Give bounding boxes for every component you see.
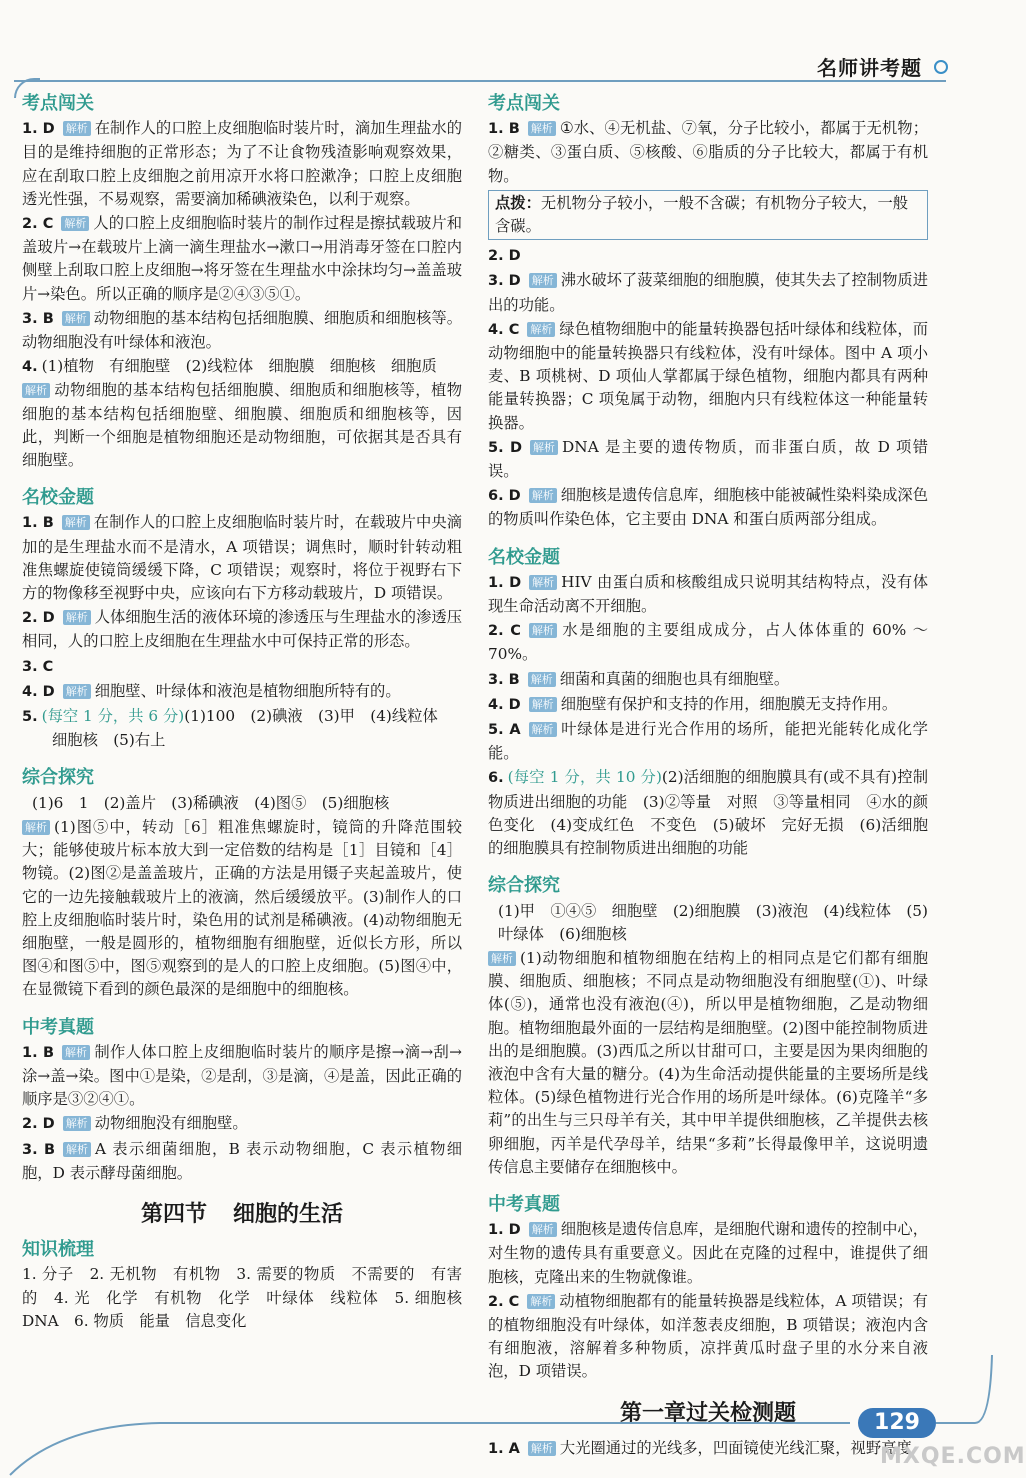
section-title: 名校金题 — [22, 487, 94, 509]
analysis-tag: 解析 — [529, 722, 557, 737]
section-title: 考点闯关 — [22, 93, 94, 114]
answer-text: (1)动物细胞和植物细胞在结构上的相同点是它们都有细胞膜、细胞质、细胞核；不同点是动物细胞没有细胞壁(①)、叶绿体(⑤)，通常也没有液泡(④)，所以甲是植物细胞，乙是动物细胞。植物细胞最外面的一层结构是细胞壁。(2)图中能控制物质进出的是细胞膜。(3)西瓜之所以甘甜可口，主要是因为果肉细胞的液泡中含有大量的糖分。(4)为生命活动提供能量的主要场所是线粒体。(5)绿色植物进行光合作用的场所是叶绿体。(6)克隆羊“多莉”的出生与三只母羊有关，其中甲羊提供细胞核，乙羊提供去核卵细胞，丙羊是代孕母羊，结果“多莉”长得最像甲羊，这说明遗传信息主要储存在细胞核中。 — [488, 948, 928, 1176]
answer-text: A 表示细菌细胞，B 表示动物细胞，C 表示植物细胞，D 表示酵母菌细胞。 — [22, 1139, 462, 1182]
answer-text: 细胞核是遗传信息库，是细胞代谢和遗传的控制中心，对生物的遗传具有重要意义。因此在克隆的过程中，谁提供了细胞核，克隆出来的生物就像谁。 — [488, 1220, 928, 1286]
answer-text: 动物细胞的基本结构包括细胞膜、细胞质和细胞核等，植物细胞的基本结构包括细胞壁、细胞膜、细胞质和细胞核等，因此，判断一个细胞是植物细胞还是动物细胞，可依据其是否具有细胞壁。 — [22, 381, 462, 470]
analysis-tag: 解析 — [527, 322, 555, 337]
answer-item — [488, 693, 928, 717]
answer-number: 4. D — [488, 696, 521, 713]
answer-item — [488, 766, 928, 860]
answer-number: 2. C — [488, 623, 521, 640]
answer-text: 叶绿体是进行光合作用的场所，能把光能转化成化学能。 — [488, 720, 928, 763]
page-header-title: 名师讲考题 — [817, 56, 922, 80]
answer-item — [488, 244, 928, 268]
answer-item — [22, 680, 462, 704]
answer-text: 1. 分子 2. 无机物 有机物 3. 需要的物质 不需要的 有害的 4. 光 化学 有机物 化学 叶绿体 线粒体 5. 细胞核 DNA 6. 物质 能量 信息变化 — [22, 1265, 478, 1330]
left-column — [22, 90, 478, 1334]
answer-item — [488, 1218, 928, 1289]
answer-item — [488, 718, 928, 765]
analysis-tag: 解析 — [530, 440, 558, 455]
analysis-tag: 解析 — [528, 672, 556, 687]
answer-number: 3. D — [488, 273, 521, 290]
analysis-tag: 解析 — [529, 273, 557, 288]
analysis-tag: 解析 — [63, 1116, 91, 1131]
answer-text: 大光圈通过的光线多，凹面镜使光线汇聚，视野亮度 — [559, 1438, 912, 1457]
analysis-tag: 解析 — [61, 216, 89, 231]
answer-item — [488, 668, 928, 692]
answer-text: 在制作人的口腔上皮细胞临时装片时，在载玻片中央滴加的是生理盐水而不是清水，A 项错误；调焦时，顺时针转动粗准焦螺旋使镜筒缓缓下降，C 项错误；观察时，将位于视野右下方的物像移至视野中央，应该向右下方移动载玻片，D 项错误。 — [22, 513, 462, 603]
analysis-tag: 解析 — [22, 820, 50, 835]
answer-item — [488, 436, 928, 483]
analysis-tag: 解析 — [528, 1441, 556, 1456]
answer-text: HIV 由蛋白质和核酸组成只说明其结构特点，没有体现生命活动离不开细胞。 — [488, 572, 928, 616]
answer-text: 动植物细胞都有的能量转换器是线粒体，A 项错误；有的植物细胞没有叶绿体，如洋葱表皮细胞，B 项错误；液泡内含有细胞液，溶解着多种物质，凉拌黄瓜时盘子里的水分来自液泡，D 项错误。 — [488, 1291, 928, 1381]
answer-item — [488, 269, 928, 316]
answer-text: 动物细胞的基本结构包括细胞膜、细胞质和细胞核等。动物细胞没有叶绿体和液泡。 — [22, 308, 462, 352]
answer-item — [488, 619, 928, 666]
answer-key-continued: 细胞核 (5)右上 — [52, 731, 166, 750]
answer-text: 水是细胞的主要组成成分，占人体体重的 60% ～ 70%。 — [488, 621, 928, 664]
answer-text: 细胞壁有保护和支持的作用，细胞膜无支持作用。 — [560, 694, 898, 713]
answer-number: 3. B — [22, 310, 54, 327]
analysis-tag: 解析 — [527, 1294, 555, 1309]
analysis-tag: 解析 — [529, 575, 557, 590]
section-title: 中考真题 — [488, 1193, 560, 1215]
answer-item — [22, 816, 462, 1002]
answer-item — [22, 307, 462, 354]
tip-box — [488, 190, 928, 240]
section-heading-number: 第四节 — [140, 1201, 207, 1227]
score-note: (每空 1 分，共 10 分) — [507, 768, 662, 787]
answer-item — [22, 1041, 462, 1112]
answer-number: 5. D — [488, 439, 523, 456]
answer-item — [488, 947, 928, 1179]
answer-text: 细胞壁、叶绿体和液泡是植物细胞所特有的。 — [94, 681, 401, 700]
analysis-tag: 解析 — [22, 383, 50, 398]
analysis-tag: 解析 — [529, 697, 557, 712]
answer-text: (1)图⑤中，转动［6］粗准焦螺旋时，镜筒的升降范围较大；能够使玻片标本放大到一定倍数的结构是［1］目镜和［4］物镜。(2)图②是盖盖玻片，正确的方法是用镊子夹起盖玻片，使它的一边先接触载玻片上的液滴，然后缓缓放平。(3)制作人的口腔上皮细胞临时装片时，染色用的试剂是稀碘液。(4)动物细胞无细胞壁，一般是圆形的，植物细胞有细胞壁，近似长方形，所以图④和图⑤中，图⑤观察到的是人的口腔上皮细胞。(5)图④中，在显微镜下看到的颜色最深的是细胞中的细胞核。 — [22, 817, 462, 999]
analysis-tag: 解析 — [63, 1142, 91, 1157]
score-note: (每空 1 分，共 6 分) — [41, 707, 185, 726]
header-rule — [14, 80, 946, 82]
answer-item — [22, 212, 462, 306]
answer-text: 人体细胞生活的液体环境的渗透压与生理盐水的渗透压相同，人的口腔上皮细胞在生理盐水中可保持正常的形态。 — [22, 608, 462, 651]
answer-number: 2. D — [22, 610, 55, 627]
answer-item — [488, 117, 928, 188]
section-heading-title: 细胞的生活 — [233, 1201, 344, 1227]
answer-text: 在制作人的口腔上皮细胞临时装片时，滴加生理盐水的目的是维持细胞的正常形态；为了不让食物残渣影响观察效果，应在刮取口腔上皮细胞之前用凉开水将口腔漱净；口腔上皮细胞透光性强，不易观察，需要滴加稀碘液染色，以利于观察。 — [22, 119, 462, 208]
answer-text: 人的口腔上皮细胞临时装片的制作过程是擦拭载玻片和盖玻片→在载玻片上滴一滴生理盐水→漱口→用消毒牙签在口腔内侧壁上刮取口腔上皮细胞→将牙签在生理盐水中涂抹均匀→盖盖玻片→染色。所以正确的顺序是②④③⑤①。 — [22, 214, 462, 303]
tip-text: 无机物分子较小，一般不含碳；有机物分子较大，一般含碳。 — [495, 193, 909, 236]
answer-key: (1)100 (2)碘液 (3)甲 (4)线粒体 — [184, 707, 438, 726]
answer-number: 1. D — [488, 574, 522, 591]
answer-text: 细菌和真菌的细胞也具有细胞壁。 — [559, 669, 790, 688]
analysis-tag: 解析 — [529, 623, 557, 638]
answer-number: 5. A — [488, 722, 521, 739]
analysis-tag: 解析 — [62, 1045, 90, 1060]
answer-number: 1. B — [488, 121, 520, 138]
answer-item — [22, 1138, 462, 1185]
answer-number: 4. — [22, 359, 38, 376]
answer-number: 1. A — [488, 1440, 520, 1457]
answer-number: 2. D — [488, 248, 521, 265]
section-title: 考点闯关 — [488, 93, 560, 114]
answer-item — [22, 355, 462, 472]
answer-number: 2. D — [22, 1116, 55, 1133]
answer-item — [22, 606, 462, 653]
answer-number: 4. C — [488, 321, 520, 338]
answer-number: 1. B — [22, 1044, 55, 1061]
answer-number: 2. C — [488, 1293, 520, 1310]
analysis-tag: 解析 — [62, 515, 90, 530]
answer-text: 绿色植物细胞中的能量转换器包括叶绿体和线粒体，而动物细胞中的能量转换器只有线粒体，没有叶绿体。图中 A 项小麦、B 项桃树、D 项仙人掌都属于绿色植物，细胞内都具有两种能量转换器；C 项兔属于动物，细胞内只有线粒体这一种能量转换器。 — [488, 319, 928, 432]
right-column — [488, 90, 928, 1462]
analysis-tag: 解析 — [63, 610, 91, 625]
answer-number: 1. B — [22, 515, 54, 532]
answer-key: (1)甲 ①④⑤ 细胞壁 (2)细胞膜 (3)液泡 (4)线粒体 (5)叶绿体 (6)细胞核 — [498, 901, 928, 943]
answer-number: 2. C — [22, 216, 54, 233]
answer-key: (1)植物 有细胞壁 (2)线粒体 细胞膜 细胞核 细胞质 — [41, 357, 437, 376]
answer-number: 3. C — [22, 658, 54, 675]
analysis-tag: 解析 — [62, 311, 90, 326]
section-heading — [22, 1203, 462, 1226]
answer-number: 3. B — [22, 1141, 56, 1158]
analysis-tag: 解析 — [63, 684, 91, 699]
header-circle-icon — [934, 60, 948, 74]
answer-number: 1. D — [22, 121, 55, 138]
answer-item — [488, 571, 928, 618]
answer-item — [488, 1290, 928, 1384]
answer-number: 4. D — [22, 683, 55, 700]
answer-number: 5. — [22, 709, 38, 726]
answer-number: 1. D — [488, 1222, 521, 1239]
answer-item — [22, 117, 462, 211]
answer-number: 3. B — [488, 671, 520, 688]
analysis-tag: 解析 — [529, 488, 557, 503]
section-title: 综合探究 — [488, 875, 560, 897]
section-title: 名校金题 — [488, 546, 560, 568]
watermark-logo: MXQE.COM — [880, 1444, 1026, 1469]
footer-curve-decoration — [0, 1395, 1000, 1478]
answer-key: (2)活细胞的细胞膜具有(或不具有)控制物质进出细胞的功能 (3)②等量 对照 ③等量相同 ④水的颜色变化 (4)变成红色 不变色 (5)破坏 完好无损 (6)活细胞的细胞膜具有控制物质进出细胞的功能 — [488, 768, 928, 858]
answer-text: 沸水破坏了菠菜细胞的细胞膜，使其失去了控制物质进出的功能。 — [488, 271, 928, 314]
answer-item — [22, 655, 462, 679]
section-title: 中考真题 — [22, 1016, 94, 1038]
answer-item — [22, 511, 462, 605]
answer-number: 6. — [488, 770, 504, 787]
answer-text: DNA 是主要的遗传物质，而非蛋白质，故 D 项错误。 — [488, 437, 928, 481]
section-title: 知识梳理 — [22, 1239, 94, 1261]
answer-number: 6. D — [488, 488, 521, 505]
answer-text: 细胞核是遗传信息库，细胞核中能被碱性染料染成深色的物质叫作染色体，它主要由 DNA 和蛋白质两部分组成。 — [488, 486, 928, 529]
answer-item — [488, 318, 928, 435]
analysis-tag: 解析 — [528, 121, 556, 136]
answer-item — [488, 484, 928, 531]
answer-item — [22, 1112, 462, 1136]
answer-item — [22, 705, 462, 752]
answer-key: (1)6 1 (2)盖片 (3)稀碘液 (4)图⑤ (5)细胞核 — [32, 793, 390, 812]
analysis-tag: 解析 — [488, 951, 516, 966]
section-title: 综合探究 — [22, 767, 94, 789]
page-number: 129 — [858, 1408, 936, 1438]
analysis-tag: 解析 — [529, 1222, 557, 1237]
answer-text: ①水、④无机盐、⑦氧，分子比较小，都属于无机物；②糖类、③蛋白质、⑤核酸、⑥脂质的分子比较大，都属于有机物。 — [488, 119, 928, 185]
tip-label: 点拨： — [495, 193, 541, 212]
chapter-test-heading: 第一章过关检测题 — [619, 1400, 796, 1426]
analysis-tag: 解析 — [63, 121, 91, 136]
answer-text: 动物细胞没有细胞壁。 — [94, 1114, 248, 1133]
answer-text: 制作人体口腔上皮细胞临时装片的顺序是擦→滴→刮→涂→盖→染。图中①是染，②是刮，③是滴，④是盖，因此正确的顺序是③②④①。 — [22, 1042, 462, 1109]
